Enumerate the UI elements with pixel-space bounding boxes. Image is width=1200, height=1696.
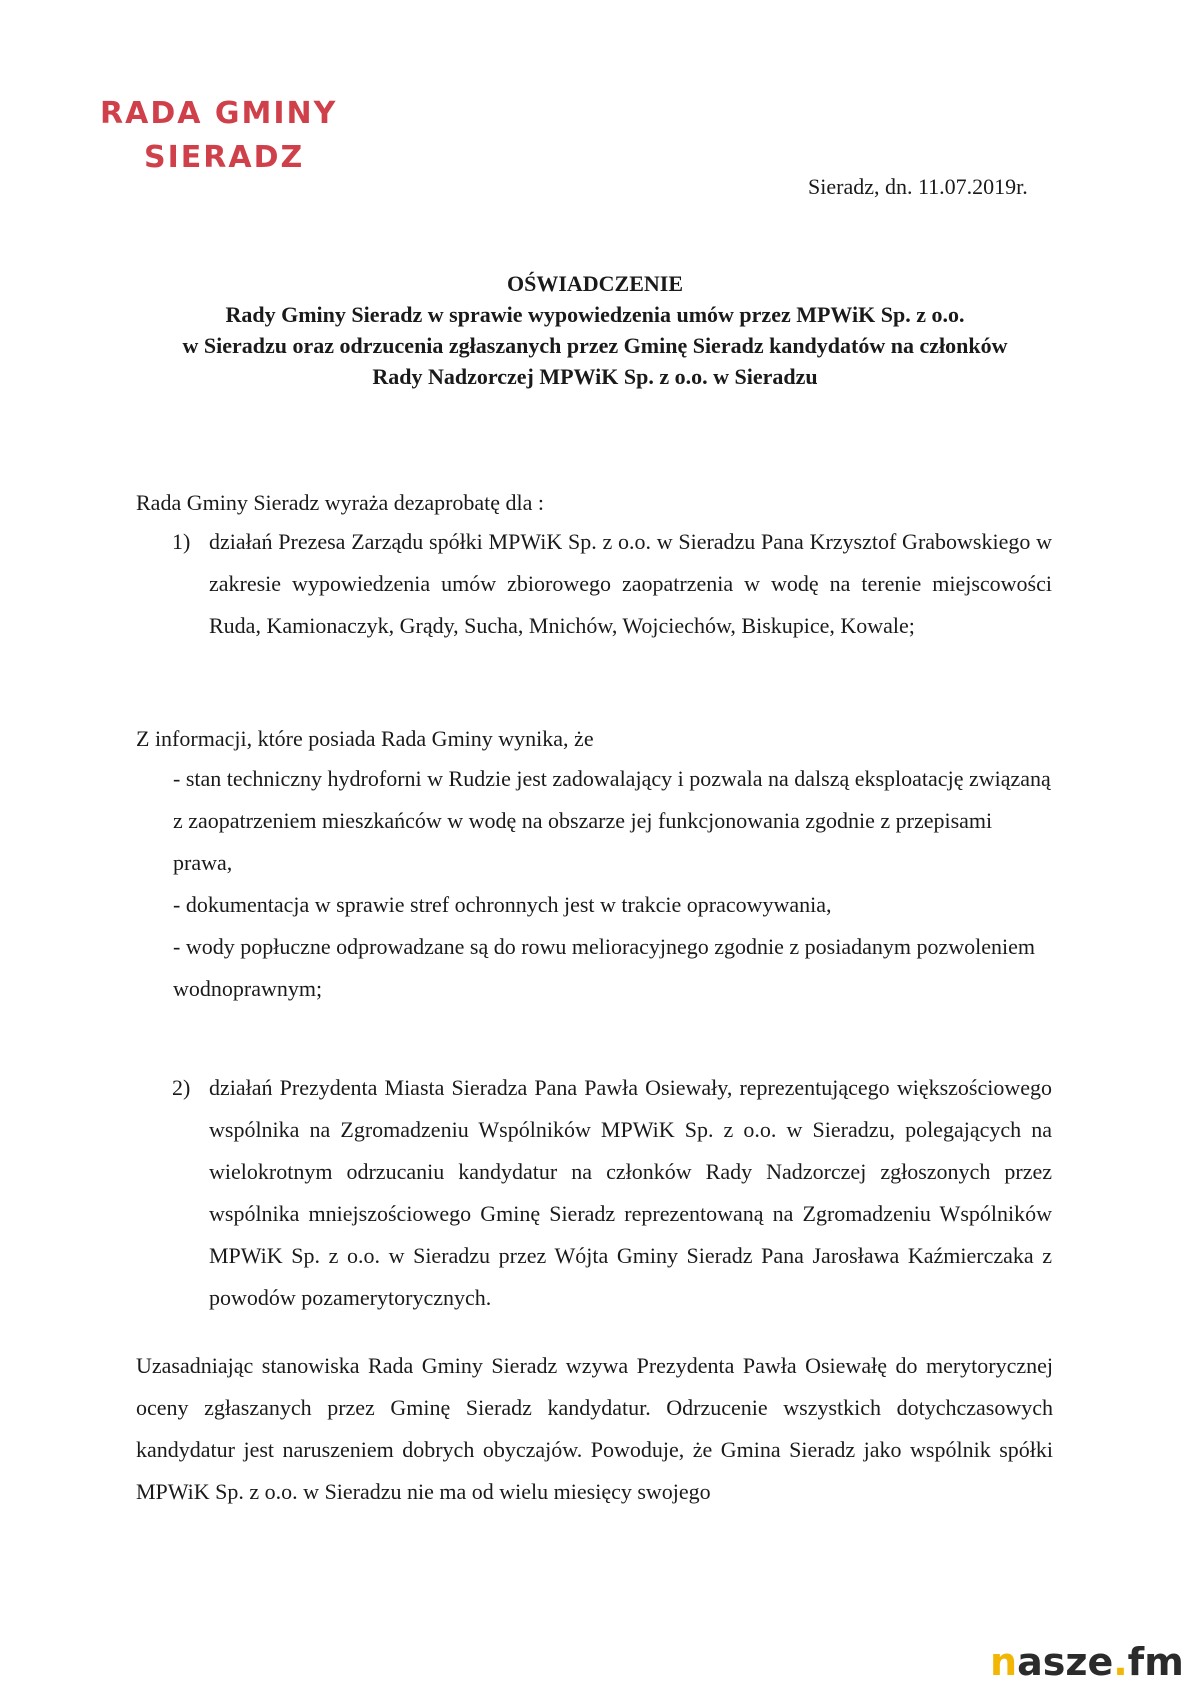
title-line: Rady Gminy Sieradz w sprawie wypowiedzenia umów przez MPWiK Sp. z o.o.: [225, 302, 965, 327]
logo-text: asze: [1017, 1640, 1114, 1684]
bullet-item: - dokumentacja w sprawie stref ochronnych jest w trakcie opracowywania,: [173, 892, 832, 917]
list-item-number: 1): [172, 529, 191, 554]
info-lead: Z informacji, które posiada Rada Gminy wynika, że: [136, 726, 594, 751]
title-heading: OŚWIADCZENIE: [506, 271, 684, 296]
title-line: w Sieradzu oraz odrzucenia zgłaszanych przez Gminę Sieradz kandydatów na członków: [182, 333, 1008, 358]
logo-letter-n: n: [990, 1640, 1018, 1684]
list-item: [172, 521, 1052, 647]
document-title: [120, 268, 1070, 392]
stamp-line-2: SIERADZ: [144, 140, 305, 175]
list-item-number: 2): [172, 1075, 191, 1100]
logo-dot: .: [1113, 1640, 1128, 1684]
bullet-item: - wody popłuczne odprowadzane są do rowu melioracyjnego zgodnie z posiadanym pozwoleniem wodnoprawnym;: [173, 934, 1036, 1001]
document-date: Sieradz, dn. 11.07.2019r.: [808, 174, 1028, 199]
title-line: Rady Nadzorczej MPWiK Sp. z o.o. w Sieradzu: [372, 364, 818, 389]
list-item-text: działań Prezydenta Miasta Sieradza Pana Pawła Osiewały, reprezentującego większościowego wspólnika na Zgromadzeniu Wspólników MPWiK Sp. z o.o. w Sieradzu, polegających na wielokrotnym odrzucaniu kandydatur na członków Rady Nadzorczej zgłoszonych przez wspólnika mniejszościowego Gminę Sieradz reprezentowaną na Zgromadzeniu Wspólników MPWiK Sp. z o.o. w Sieradzu przez Wójta Gminy Sieradz Pana Jarosława Kaźmierczaka z powodów pozamerytorycznych.: [209, 1075, 1052, 1310]
bullet-item: - stan techniczny hydroforni w Rudzie jest zadowalający i pozwala na dalszą eksploatację związaną z zaopatrzeniem mieszkańców w wodę na obszarze jej funkcjonowania zgodnie z przepisami prawa,: [173, 766, 1051, 875]
closing-paragraph: Uzasadniając stanowiska Rada Gminy Sieradz wzywa Prezydenta Pawła Osiewałę do merytorycznej oceny zgłaszanych przez Gminę Sieradz kandydatur. Odrzucenie wszystkich dotychczasowych kandydatur jest naruszeniem dobrych obyczajów. Powoduje, że Gmina Sieradz jako wspólnik spółki MPWiK Sp. z o.o. w Sieradzu nie ma od wielu miesięcy swojego: [136, 1353, 1053, 1504]
stamp-line-1: RADA GMINY: [100, 96, 338, 131]
info-bullets: [173, 758, 1053, 1010]
intro-paragraph: Rada Gminy Sieradz wyraża dezaprobatę dla :: [136, 490, 545, 515]
list-item-text: działań Prezesa Zarządu spółki MPWiK Sp. z o.o. w Sieradzu Pana Krzysztof Grabowskiego w zakresie wypowiedzenia umów zbiorowego zaopatrzenia w wodę na terenie miejscowości Ruda, Kamionaczyk, Grądy, Sucha, Mnichów, Wojciechów, Biskupice, Kowale;: [209, 529, 1052, 638]
logo-text-fm: fm: [1127, 1640, 1184, 1684]
council-stamp: [100, 92, 337, 180]
list-item: [172, 1067, 1052, 1319]
nasze-fm-watermark-logo: [990, 1640, 1184, 1684]
